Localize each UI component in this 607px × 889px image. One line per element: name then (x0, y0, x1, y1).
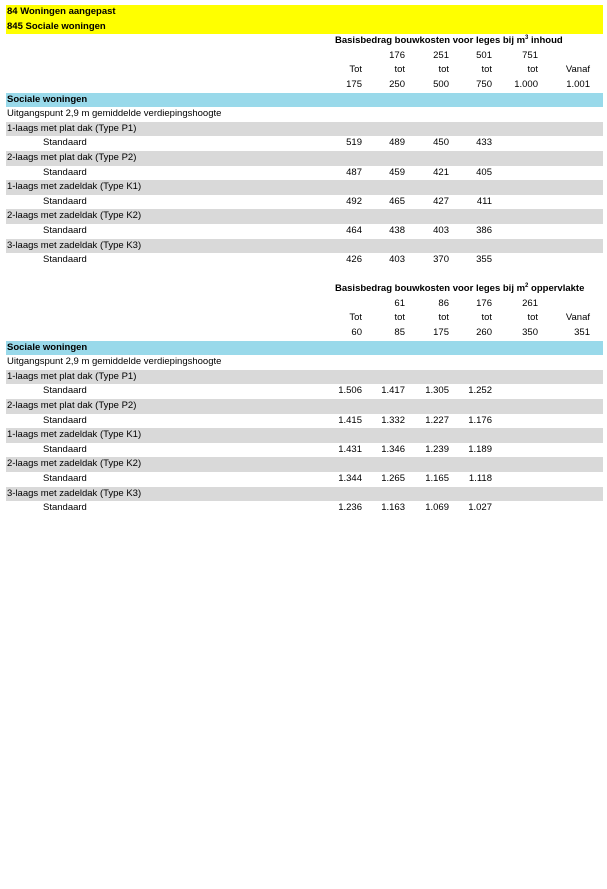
value-cell: 487 (346, 166, 362, 178)
table-row (6, 224, 603, 239)
column-header-row (6, 326, 603, 341)
table-row (6, 501, 603, 516)
header-row-2 (6, 20, 603, 35)
section-title: Sociale woningen (7, 341, 88, 353)
column-header-cell: 250 (389, 78, 405, 90)
column-header-row (6, 297, 603, 312)
value-cell: 489 (389, 137, 405, 149)
value-cell: 519 (346, 137, 362, 149)
section-title: Sociale woningen (7, 93, 88, 105)
column-header-cell: 751 (522, 49, 538, 61)
value-cell: 1.332 (381, 414, 405, 426)
value-cell: 421 (433, 166, 449, 178)
type-row (6, 399, 603, 414)
table-row (6, 443, 603, 458)
value-cell: 1.069 (425, 502, 449, 514)
table-row (6, 472, 603, 487)
table-row (6, 253, 603, 268)
value-cell: 403 (433, 224, 449, 236)
header-row-1 (6, 5, 603, 20)
subtitle-text: Uitgangspunt 2,9 m gemiddelde verdiepingshoogte (7, 108, 222, 120)
value-cell: 1.506 (338, 385, 362, 397)
value-cell: 433 (476, 137, 492, 149)
value-cell: 465 (389, 195, 405, 207)
section-header (6, 93, 603, 108)
column-header-row (6, 63, 603, 78)
column-header-row (6, 311, 603, 326)
type-row (6, 209, 603, 224)
column-header-row (6, 49, 603, 64)
column-header-cell: 86 (438, 297, 449, 309)
row-label: Standaard (43, 385, 87, 397)
value-cell: 459 (389, 166, 405, 178)
subtitle-row (6, 107, 603, 122)
column-header-cell: 260 (476, 327, 492, 339)
value-cell: 411 (476, 195, 492, 207)
value-cell: 1.027 (468, 502, 492, 514)
column-header-cell: 350 (522, 327, 538, 339)
table-row (6, 136, 603, 151)
column-header-cell: Tot (349, 64, 362, 76)
row-label: Standaard (43, 195, 87, 207)
column-header-cell: tot (481, 312, 492, 324)
row-label: Standaard (43, 254, 87, 266)
type-row (6, 239, 603, 254)
value-cell: 386 (476, 224, 492, 236)
row-label: Standaard (43, 137, 87, 149)
row-label: Standaard (43, 502, 87, 514)
value-cell: 464 (346, 224, 362, 236)
value-cell: 1.236 (338, 502, 362, 514)
row-label: Standaard (43, 473, 87, 484)
type-row (6, 122, 603, 137)
value-cell: 450 (433, 137, 449, 149)
table-title (335, 34, 563, 49)
table-title-text: Basisbedrag bouwkosten voor leges bij m (335, 35, 526, 47)
type-label: 1-laags met plat dak (Type P1) (7, 122, 137, 134)
value-cell: 1.176 (468, 414, 492, 426)
column-header-cell: 61 (394, 297, 405, 309)
table-title-suffix: inhoud (528, 35, 563, 47)
column-header-cell: tot (527, 64, 538, 76)
type-label: 3-laags met zadeldak (Type K3) (7, 239, 142, 251)
column-header-cell: Tot (349, 312, 362, 324)
column-header-cell: Vanaf (565, 64, 590, 76)
column-header-cell: Vanaf (565, 312, 590, 324)
column-header-cell: 750 (476, 78, 492, 90)
column-header-cell: 501 (476, 49, 492, 61)
table-title-row (6, 282, 603, 297)
row-label: Standaard (43, 224, 87, 236)
column-header-row (6, 78, 603, 93)
row-label: Standaard (43, 414, 87, 426)
column-header-cell: 1.000 (514, 78, 538, 90)
table-title-superscript: 2 (525, 283, 529, 290)
value-cell: 1.252 (468, 385, 492, 397)
column-header-cell: 85 (394, 327, 405, 339)
row-label: Standaard (43, 166, 87, 178)
value-cell: 370 (433, 254, 449, 266)
value-cell: 426 (346, 254, 362, 266)
value-cell: 1.189 (468, 443, 492, 455)
table-title-superscript: 3 (525, 35, 529, 42)
column-header-cell: tot (438, 64, 449, 76)
type-row (6, 151, 603, 166)
type-row (6, 457, 603, 472)
tables-container (6, 34, 603, 516)
table-title-suffix: oppervlakte (528, 283, 585, 295)
value-cell: 1.227 (425, 414, 449, 426)
value-cell: 1.344 (338, 473, 362, 484)
value-cell: 1.165 (425, 473, 449, 484)
value-cell: 355 (476, 254, 492, 266)
table-title-row (6, 34, 603, 49)
column-header-cell: tot (394, 312, 405, 324)
column-header-cell: 175 (346, 78, 362, 90)
value-cell: 1.346 (381, 443, 405, 455)
type-label: 1-laags met zadeldak (Type K1) (7, 181, 142, 193)
value-cell: 1.265 (381, 473, 405, 484)
table-row (6, 384, 603, 399)
table-row (6, 166, 603, 181)
table-title (335, 282, 584, 297)
header-subtitle: 845 Sociale woningen (7, 20, 106, 32)
spacer-row (6, 268, 603, 283)
header-title: 84 Woningen aangepast (7, 6, 116, 17)
value-cell: 1.239 (425, 443, 449, 455)
column-header-cell: 261 (522, 297, 538, 309)
type-label: 2-laags met zadeldak (Type K2) (7, 210, 142, 222)
value-cell: 1.415 (338, 414, 362, 426)
type-label: 1-laags met plat dak (Type P1) (7, 370, 137, 382)
value-cell: 403 (389, 254, 405, 266)
column-header-cell: 500 (433, 78, 449, 90)
section-header (6, 341, 603, 356)
column-header-cell: tot (481, 64, 492, 76)
column-header-cell: 60 (351, 327, 362, 339)
value-cell: 438 (389, 224, 405, 236)
value-cell: 405 (476, 166, 492, 178)
type-label: 2-laags met plat dak (Type P2) (7, 400, 137, 412)
type-row (6, 487, 603, 502)
type-row (6, 180, 603, 195)
type-row (6, 370, 603, 385)
column-header-cell: 176 (389, 49, 405, 61)
column-header-cell: 175 (433, 327, 449, 339)
type-label: 1-laags met zadeldak (Type K1) (7, 429, 142, 441)
value-cell: 427 (433, 195, 449, 207)
value-cell: 1.118 (468, 473, 492, 484)
column-header-cell: tot (394, 64, 405, 76)
row-label: Standaard (43, 443, 87, 455)
type-label: 2-laags met zadeldak (Type K2) (7, 458, 142, 470)
column-header-cell: 1.001 (566, 78, 590, 90)
type-label: 2-laags met plat dak (Type P2) (7, 151, 137, 163)
value-cell: 1.431 (338, 443, 362, 455)
subtitle-text: Uitgangspunt 2,9 m gemiddelde verdiepingshoogte (7, 356, 222, 368)
type-label: 3-laags met zadeldak (Type K3) (7, 487, 142, 499)
value-cell: 1.305 (425, 385, 449, 397)
spreadsheet (6, 5, 603, 516)
value-cell: 1.163 (381, 502, 405, 514)
type-row (6, 428, 603, 443)
value-cell: 1.417 (381, 385, 405, 397)
table-title-text: Basisbedrag bouwkosten voor leges bij m (335, 283, 526, 295)
column-header-cell: 176 (476, 297, 492, 309)
column-header-cell: 251 (433, 49, 449, 61)
table-row (6, 195, 603, 210)
value-cell: 492 (346, 195, 362, 207)
column-header-cell: 351 (574, 327, 590, 339)
subtitle-row (6, 355, 603, 370)
table-row (6, 414, 603, 429)
column-header-cell: tot (438, 312, 449, 324)
column-header-cell: tot (527, 312, 538, 324)
